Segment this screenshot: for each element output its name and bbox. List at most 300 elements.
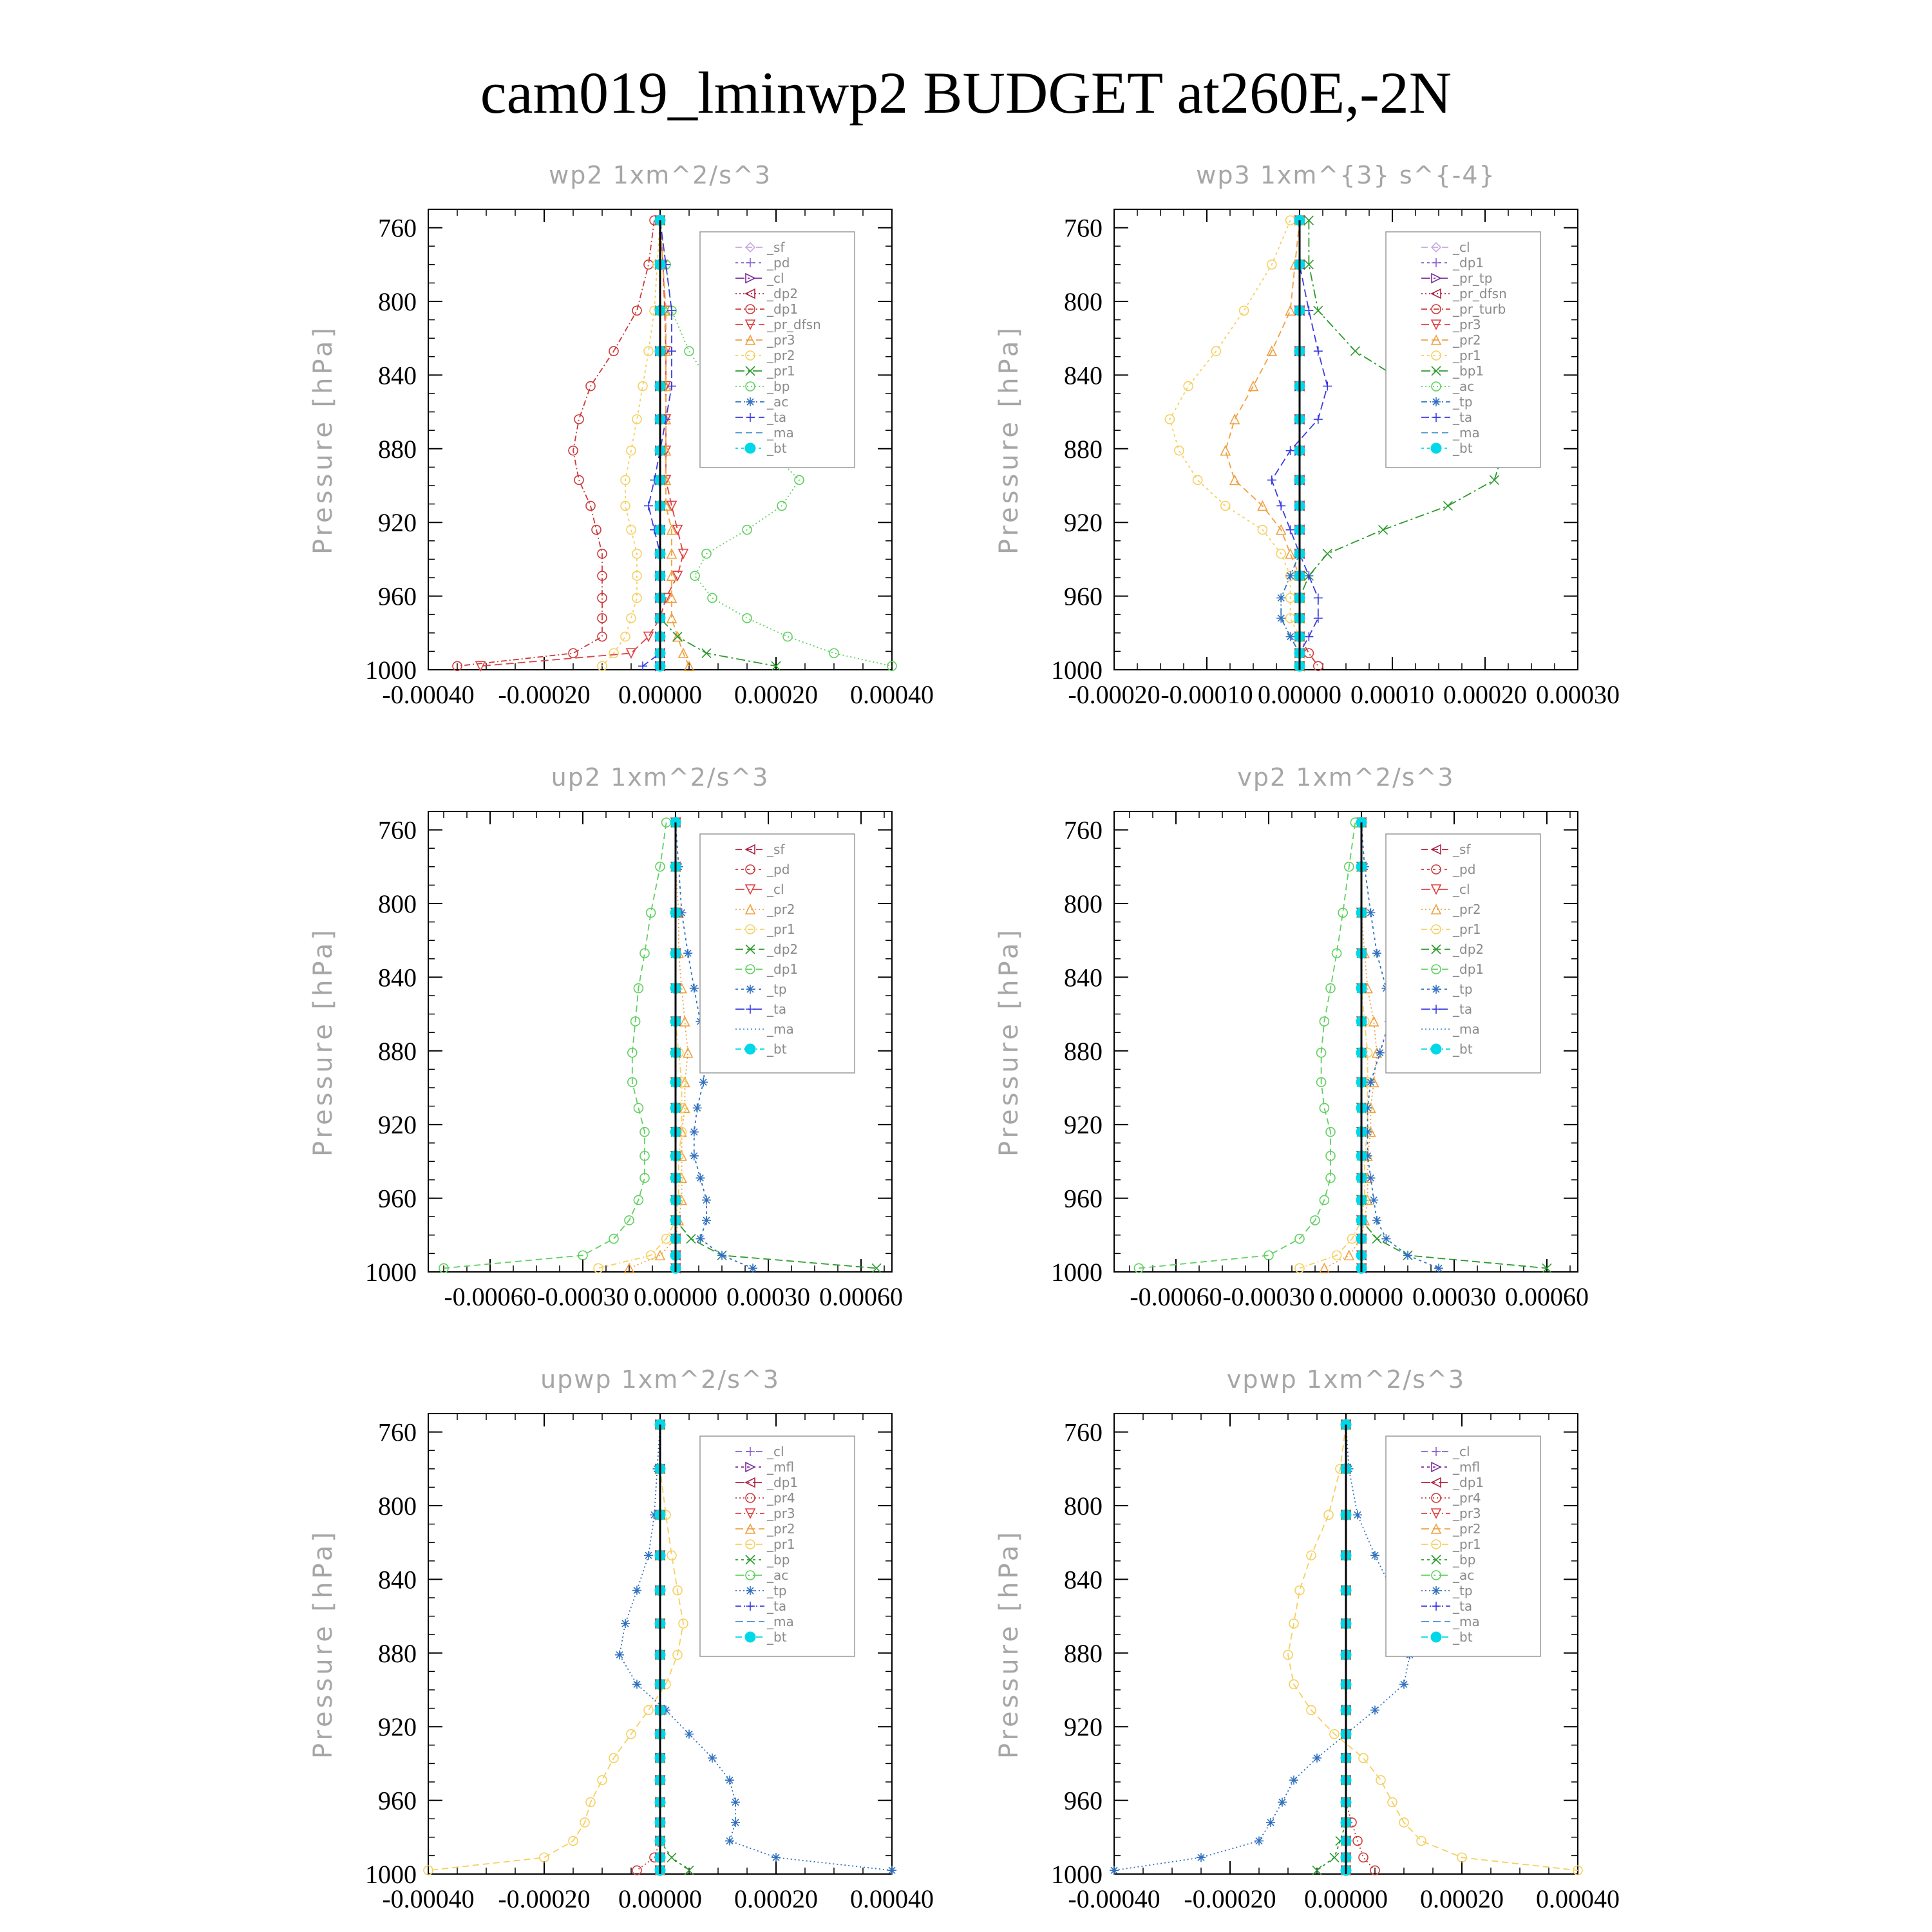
data-point: [1353, 1510, 1362, 1519]
chart-panel-4: [994, 763, 1589, 1311]
y-tick-label: 840: [378, 1565, 417, 1595]
data-point: [1369, 1195, 1378, 1204]
legend-label: _pr3: [767, 332, 795, 348]
series-pr2: [625, 818, 692, 1273]
legend-label: _tp: [1453, 981, 1473, 997]
legend-marker: [1432, 985, 1441, 994]
data-point: [743, 614, 752, 623]
legend-label: _pr1: [1453, 1537, 1481, 1552]
y-tick-label: 880: [1064, 1036, 1103, 1066]
data-point: [690, 984, 699, 993]
data-point: [1372, 1235, 1381, 1244]
x-tick-label: -0.00020: [1184, 1884, 1276, 1913]
legend-label: _bt: [1453, 1629, 1473, 1645]
data-point: [829, 649, 838, 658]
data-point: [683, 1048, 692, 1057]
legend-label: _pr1: [767, 363, 795, 379]
data-point: [1249, 382, 1258, 391]
legend: [700, 1436, 855, 1656]
y-tick-label: 840: [1064, 361, 1103, 390]
x-tick-label: 0.00030: [726, 1282, 810, 1311]
data-point: [632, 1680, 641, 1689]
legend-label: _cl: [1453, 882, 1470, 897]
data-point: [1314, 346, 1323, 355]
y-tick-label: 920: [378, 1712, 417, 1742]
legend-label: _sf: [1453, 842, 1471, 857]
data-point: [1110, 1866, 1119, 1875]
data-point: [1314, 306, 1323, 315]
x-tick-label: 0.00020: [1420, 1884, 1504, 1913]
y-tick-label: 800: [378, 1492, 417, 1520]
y-tick-label: 960: [378, 582, 417, 611]
data-point: [1240, 306, 1249, 315]
data-point: [1197, 1853, 1206, 1862]
data-point: [673, 632, 682, 641]
y-tick-label: 800: [378, 889, 417, 918]
legend-label: _pr_turb: [1453, 301, 1506, 317]
x-tick-label: 0.00060: [1505, 1282, 1589, 1311]
legend-label: _sf: [767, 240, 785, 255]
series-pr1: [424, 1420, 688, 1875]
series-line: [480, 220, 683, 666]
legend-label: _bt: [767, 440, 787, 456]
data-point: [1372, 1216, 1381, 1225]
legend-label: _ta: [1453, 1001, 1473, 1017]
legend-marker: [746, 1586, 755, 1595]
data-point: [679, 549, 688, 558]
data-point: [632, 306, 641, 315]
data-point: [1379, 526, 1388, 535]
data-point: [731, 1818, 740, 1827]
data-point: [702, 1216, 711, 1225]
y-tick-label: 800: [1064, 889, 1103, 918]
data-point: [1330, 1853, 1339, 1862]
y-tick-label: 800: [1064, 1492, 1103, 1520]
chart-panel-5: [308, 1365, 934, 1913]
series-line: [602, 220, 660, 666]
y-tick-label: 1000: [1051, 1258, 1103, 1287]
legend-label: _bt: [767, 1041, 787, 1057]
data-point: [1350, 346, 1359, 355]
legend-label: _pr1: [767, 1537, 795, 1552]
legend-label: _bp: [1453, 1552, 1476, 1567]
y-tick-label: 1000: [365, 1860, 417, 1889]
data-point: [1175, 446, 1184, 455]
x-tick-label: 0.00020: [1443, 680, 1527, 709]
data-point: [1193, 475, 1202, 484]
data-point: [1276, 614, 1285, 623]
legend: [1386, 834, 1540, 1073]
data-point: [708, 593, 717, 602]
series-pr2: [598, 216, 665, 670]
legend-marker: [745, 1632, 755, 1642]
legend-label: _bp: [767, 379, 790, 394]
x-tick-label: 0.00020: [734, 680, 818, 709]
y-tick-label: 840: [378, 963, 417, 992]
data-point: [667, 1853, 676, 1862]
chart-panel-1: [308, 161, 934, 709]
series-line: [1226, 220, 1300, 666]
legend-label: _ta: [767, 1001, 787, 1017]
legend-label: _pr2: [767, 902, 795, 917]
data-point: [687, 1235, 696, 1244]
y-tick-label: 840: [1064, 963, 1103, 992]
data-point: [615, 1651, 624, 1660]
x-tick-label: -0.00040: [382, 680, 475, 709]
x-tick-label: 0.00020: [734, 1884, 818, 1913]
legend-label: _pr4: [1453, 1490, 1481, 1506]
legend-label: _pr2: [767, 1521, 795, 1537]
x-tick-label: -0.00040: [382, 1884, 475, 1913]
legend-label: _pr_dfsn: [767, 317, 821, 332]
y-tick-label: 760: [378, 815, 417, 845]
legend-label: _ma: [1453, 425, 1480, 440]
y-tick-label: 840: [378, 361, 417, 390]
panel-title: upwp 1xm^2/s^3: [540, 1365, 780, 1394]
data-point: [1286, 549, 1295, 558]
legend-label: _pr1: [767, 922, 795, 937]
series-line: [457, 220, 654, 666]
data-point: [696, 1173, 705, 1182]
legend-label: _dp1: [767, 961, 799, 977]
series-line: [428, 1425, 683, 1870]
data-point: [1323, 549, 1332, 558]
legend-label: _dp1: [1453, 255, 1484, 270]
legend-label: _dp1: [1453, 961, 1484, 977]
data-point: [1490, 475, 1499, 484]
y-tick-label: 920: [1064, 1110, 1103, 1140]
data-point: [1286, 632, 1295, 641]
chart-panels: [308, 161, 1620, 1913]
data-point: [1276, 501, 1285, 510]
data-point: [1286, 526, 1295, 535]
legend-label: _pr2: [767, 348, 795, 363]
legend-label: _cl: [767, 882, 784, 897]
y-tick-label: 960: [378, 1184, 417, 1213]
data-point: [1370, 1551, 1379, 1560]
data-point: [1324, 1510, 1333, 1519]
data-point: [1372, 949, 1381, 958]
legend-label: _tp: [1453, 1583, 1473, 1598]
y-tick-label: 760: [378, 1417, 417, 1447]
x-tick-label: -0.00020: [498, 680, 591, 709]
data-point: [1304, 632, 1313, 641]
legend-label: _tp: [1453, 394, 1473, 410]
data-point: [1184, 382, 1193, 391]
x-tick-label: 0.00000: [618, 1884, 702, 1913]
chart-panel-6: [994, 1365, 1620, 1913]
y-tick-label: 1000: [365, 1258, 417, 1287]
y-axis-label: Pressure [hPa]: [994, 1529, 1024, 1759]
data-point: [1255, 1837, 1264, 1846]
data-point: [1417, 1837, 1426, 1846]
x-tick-label: 0.00000: [1320, 1282, 1403, 1311]
data-point: [1304, 306, 1313, 315]
data-point: [656, 1251, 665, 1260]
data-point: [1359, 1853, 1368, 1862]
data-point: [1304, 649, 1313, 658]
legend-marker: [1431, 1632, 1441, 1642]
legend-label: _bp1: [1453, 363, 1484, 379]
x-tick-label: 0.00040: [850, 1884, 934, 1913]
legend-marker: [1432, 1586, 1441, 1595]
legend: [700, 232, 855, 468]
y-tick-label: 840: [1064, 1565, 1103, 1595]
panel-title: vp2 1xm^2/s^3: [1237, 763, 1455, 791]
y-tick-label: 920: [1064, 1712, 1103, 1742]
x-tick-label: 0.00040: [850, 680, 934, 709]
data-point: [1314, 593, 1323, 602]
data-point: [574, 415, 583, 424]
legend-marker: [745, 443, 755, 453]
y-tick-label: 1000: [365, 656, 417, 685]
legend-label: _pr1: [1453, 922, 1481, 937]
data-point: [887, 1866, 896, 1875]
data-point: [1376, 1776, 1385, 1785]
data-point: [632, 1586, 641, 1595]
data-point: [1312, 1754, 1321, 1763]
legend-label: _pr_dfsn: [1453, 286, 1507, 301]
panel-title: wp2 1xm^2/s^3: [549, 161, 772, 189]
data-point: [1366, 1077, 1375, 1086]
data-point: [1286, 446, 1295, 455]
x-tick-label: 0.00030: [1536, 680, 1620, 709]
legend-label: _ac: [1453, 379, 1475, 394]
data-point: [540, 1853, 549, 1862]
legend-label: _tp: [767, 1583, 787, 1598]
legend-marker: [1432, 397, 1441, 406]
x-tick-label: 0.00000: [1258, 680, 1341, 709]
data-point: [627, 526, 636, 535]
x-tick-label: 0.00000: [634, 1282, 717, 1311]
legend-label: _mfl: [767, 1459, 795, 1475]
y-tick-label: 880: [1064, 434, 1103, 464]
data-point: [748, 1264, 757, 1273]
data-point: [783, 632, 792, 641]
y-tick-label: 800: [1064, 287, 1103, 316]
series-line: [1139, 822, 1355, 1268]
data-point: [644, 1551, 653, 1560]
legend-label: _ma: [767, 1021, 794, 1037]
y-tick-label: 960: [1064, 582, 1103, 611]
data-point: [1366, 908, 1375, 917]
data-point: [699, 1077, 708, 1086]
data-point: [725, 1837, 734, 1846]
data-point: [667, 346, 676, 355]
data-point: [1359, 1754, 1368, 1763]
legend-label: _ac: [767, 1567, 789, 1583]
data-point: [683, 949, 692, 958]
data-point: [1443, 501, 1452, 510]
data-point: [717, 1251, 726, 1260]
data-point: [1381, 1235, 1390, 1244]
data-point: [680, 1017, 689, 1026]
x-tick-label: 0.00010: [1350, 680, 1434, 709]
legend-label: _ta: [767, 1598, 787, 1614]
data-point: [1221, 501, 1230, 510]
y-axis-label: Pressure [hPa]: [308, 1529, 338, 1759]
data-point: [1267, 475, 1276, 484]
data-point: [1369, 1017, 1378, 1026]
data-point: [627, 614, 636, 623]
legend-label: _pr3: [767, 1506, 795, 1521]
y-tick-label: 1000: [1051, 1860, 1103, 1889]
x-tick-label: 0.00000: [1304, 1884, 1388, 1913]
legend-label: _pd: [1453, 862, 1476, 877]
y-tick-label: 760: [1064, 815, 1103, 845]
legend-label: _pr4: [767, 1490, 795, 1506]
legend-label: _ac: [1453, 1567, 1475, 1583]
legend-label: _ta: [767, 410, 787, 425]
legend-label: _pr2: [1453, 1521, 1481, 1537]
data-point: [1434, 1264, 1443, 1273]
data-point: [1276, 593, 1285, 602]
data-point: [693, 1103, 702, 1112]
data-point: [702, 1195, 711, 1204]
series-line: [444, 822, 667, 1268]
series-line: [598, 822, 682, 1268]
data-point: [1314, 614, 1323, 623]
legend: [1386, 232, 1540, 468]
y-tick-label: 880: [1064, 1638, 1103, 1668]
legend-label: _ma: [767, 425, 794, 440]
x-tick-label: 0.00030: [1412, 1282, 1496, 1311]
legend-marker: [746, 985, 755, 994]
y-tick-label: 960: [378, 1786, 417, 1815]
panel-title: vpwp 1xm^2/s^3: [1226, 1365, 1466, 1394]
y-tick-label: 1000: [1051, 656, 1103, 685]
data-point: [667, 382, 676, 391]
legend-label: _dp2: [767, 286, 799, 301]
data-point: [690, 1128, 699, 1137]
panel-title: wp3 1xm^{3} s^{-4}: [1196, 161, 1496, 189]
y-tick-label: 920: [1064, 508, 1103, 538]
legend-label: _dp2: [767, 942, 799, 957]
data-point: [621, 1619, 630, 1628]
figure-title: cam019_lminwp2 BUDGET at260E,-2N: [480, 60, 1452, 126]
legend-label: _bt: [767, 1629, 787, 1645]
data-point: [569, 649, 578, 658]
data-point: [1314, 415, 1323, 424]
legend-label: _pr_tp: [1453, 270, 1493, 286]
legend-label: _bt: [1453, 1041, 1473, 1057]
x-tick-label: -0.00030: [1222, 1282, 1315, 1311]
data-point: [685, 346, 694, 355]
y-tick-label: 960: [1064, 1184, 1103, 1213]
legend-label: _ma: [1453, 1614, 1480, 1629]
x-tick-label: -0.00020: [498, 1884, 591, 1913]
data-point: [1320, 1103, 1329, 1112]
chart-panel-3: [308, 763, 903, 1311]
legend-marker: [1431, 443, 1441, 453]
legend-label: _ma: [767, 1614, 794, 1629]
y-axis-label: Pressure [hPa]: [994, 325, 1024, 554]
series-dp1: [439, 818, 671, 1273]
data-point: [696, 1235, 705, 1244]
legend-label: _dp1: [767, 1475, 799, 1490]
legend-label: _bt: [1453, 440, 1473, 456]
data-point: [690, 1151, 699, 1160]
data-point: [1399, 1680, 1408, 1689]
legend-label: _ac: [767, 394, 789, 410]
legend-label: _cl: [1453, 240, 1470, 255]
y-axis-label: Pressure [hPa]: [308, 325, 338, 554]
data-point: [1323, 382, 1332, 391]
legend-label: _mfl: [1453, 1459, 1481, 1475]
y-tick-label: 760: [1064, 1417, 1103, 1447]
legend-label: _pr1: [1453, 348, 1481, 363]
legend-marker: [746, 397, 755, 406]
data-point: [1286, 571, 1295, 580]
x-tick-label: 0.00060: [819, 1282, 903, 1311]
legend-label: _cl: [767, 270, 784, 286]
data-point: [644, 1705, 653, 1714]
legend-label: _dp2: [1453, 942, 1484, 957]
y-tick-label: 880: [378, 1638, 417, 1668]
y-tick-label: 760: [1064, 213, 1103, 243]
x-tick-label: 0.00000: [618, 680, 702, 709]
legend-label: _pr2: [1453, 902, 1481, 917]
data-point: [1403, 1251, 1412, 1260]
panel-title: up2 1xm^2/s^3: [551, 763, 770, 791]
data-point: [685, 1730, 694, 1739]
legend: [1386, 1436, 1540, 1656]
legend: [700, 834, 855, 1073]
y-axis-label: Pressure [hPa]: [994, 927, 1024, 1157]
x-tick-label: -0.00030: [536, 1282, 629, 1311]
data-point: [1345, 1251, 1354, 1260]
legend-label: _ma: [1453, 1021, 1480, 1037]
data-point: [725, 1776, 734, 1785]
data-point: [598, 632, 607, 641]
data-point: [772, 1853, 781, 1862]
legend-label: _ta: [1453, 410, 1473, 425]
y-tick-label: 800: [378, 287, 417, 316]
legend-label: _sf: [767, 842, 785, 857]
data-point: [1230, 415, 1239, 424]
data-point: [644, 501, 653, 510]
legend-label: _pr3: [1453, 1506, 1481, 1521]
data-point: [731, 1797, 740, 1806]
legend-label: _cl: [767, 1444, 784, 1459]
series-dp1: [1134, 818, 1359, 1273]
data-point: [1376, 1048, 1385, 1057]
series-dp1: [453, 216, 659, 670]
data-point: [598, 1776, 607, 1785]
series-pr2: [1320, 818, 1381, 1273]
data-point: [621, 632, 630, 641]
legend-label: _pd: [767, 862, 790, 877]
y-tick-label: 760: [378, 213, 417, 243]
y-axis-label: Pressure [hPa]: [308, 927, 338, 1157]
data-point: [702, 649, 711, 658]
legend-label: _tp: [767, 981, 787, 997]
data-point: [1286, 216, 1295, 225]
data-point: [1221, 446, 1230, 455]
legend-marker: [1431, 1044, 1441, 1054]
data-point: [1266, 1818, 1275, 1827]
legend-label: _pr2: [1453, 332, 1481, 348]
x-tick-label: -0.00010: [1160, 680, 1253, 709]
y-tick-label: 880: [378, 1036, 417, 1066]
data-point: [1370, 1705, 1379, 1714]
series-tp: [1110, 1420, 1414, 1875]
data-point: [1366, 1173, 1375, 1182]
y-tick-label: 960: [1064, 1786, 1103, 1815]
series-line: [1114, 1425, 1410, 1870]
data-point: [690, 571, 699, 580]
legend-label: _ta: [1453, 1598, 1473, 1614]
